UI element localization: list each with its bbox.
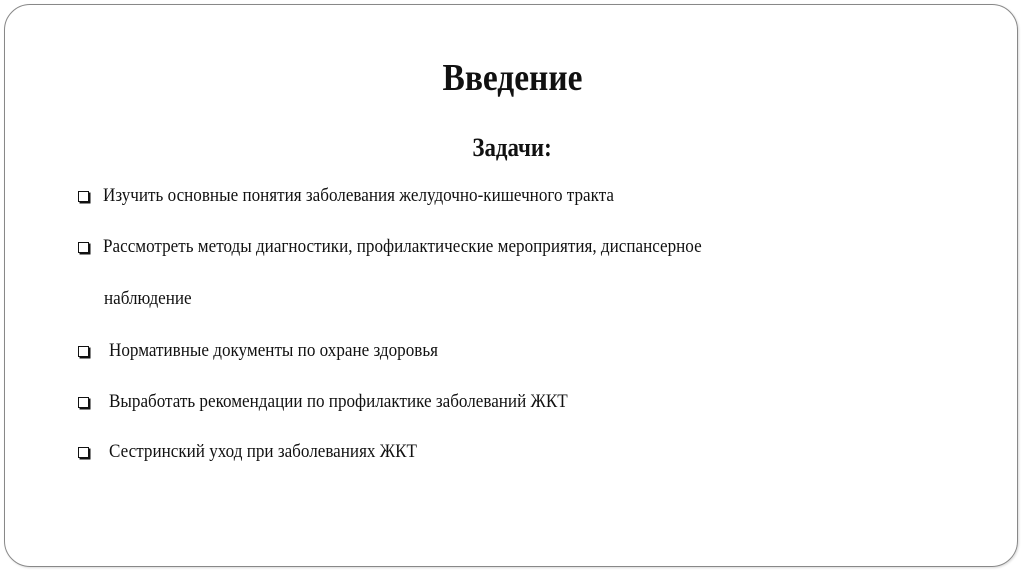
square-bullet-icon — [78, 242, 89, 253]
item-text: Нормативные документы по охране здоровья — [109, 340, 439, 361]
item-text: Выработать рекомендации по профилактике заболеваний ЖКТ — [109, 391, 568, 412]
item-text: Изучить основные понятия заболевания желудочно-кишечного тракта — [103, 185, 614, 206]
square-bullet-icon — [78, 191, 89, 202]
subtitle-text: Задачи: — [472, 133, 552, 162]
item-text: наблюдение — [104, 288, 192, 309]
title-text: Введение — [442, 57, 582, 99]
list-item-continuation — [104, 288, 201, 310]
list-item — [78, 441, 451, 463]
slide-subtitle — [0, 133, 1024, 163]
square-bullet-icon — [78, 447, 89, 458]
slide-title — [0, 56, 1024, 100]
list-item — [78, 340, 475, 362]
item-text: Рассмотреть методы диагностики, профилактические мероприятия, диспансерное — [103, 236, 702, 257]
square-bullet-icon — [78, 397, 89, 408]
square-bullet-icon — [78, 346, 89, 357]
list-item — [78, 236, 768, 258]
list-item — [78, 391, 619, 413]
item-text: Сестринский уход при заболеваниях ЖКТ — [109, 441, 417, 462]
list-item — [78, 185, 671, 207]
